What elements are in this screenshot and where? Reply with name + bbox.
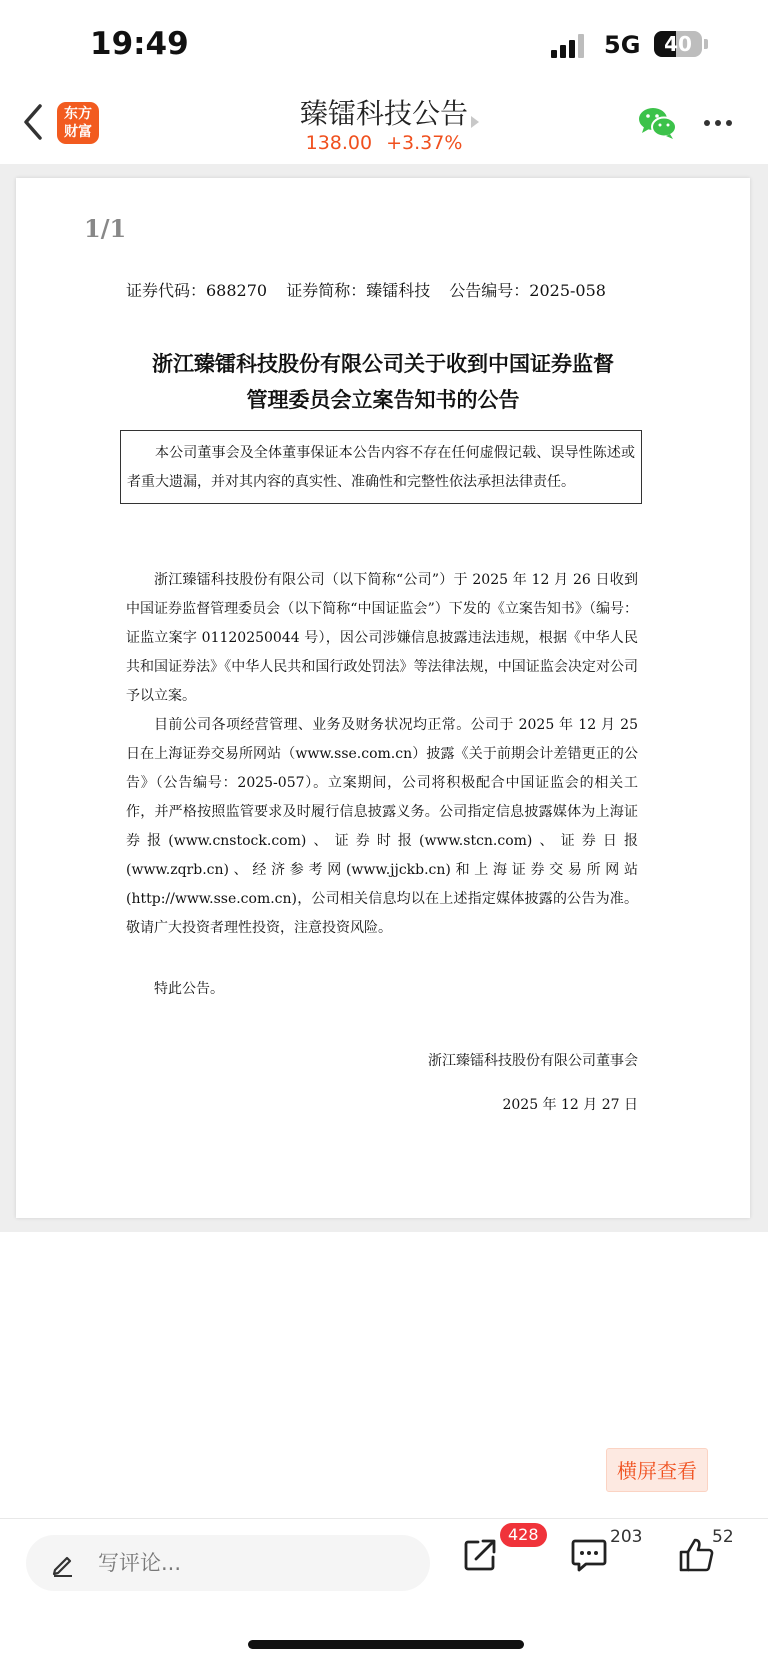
landscape-view-button[interactable]: 横屏查看 [606, 1448, 708, 1492]
app-logo: 东方 财富 [57, 102, 99, 144]
network-type: 5G [604, 31, 641, 59]
share-button[interactable] [462, 1537, 498, 1573]
like-button[interactable] [678, 1537, 716, 1573]
company-signature: 浙江臻镭科技股份有限公司董事会 [428, 1053, 638, 1069]
title-arrow-icon [471, 116, 479, 128]
battery-level: 40 [664, 32, 692, 56]
disclaimer-box: 本公司董事会及全体董事保证本公告内容不存在任何虚假记载、误导性陈述或者重大遗漏，并对其内容的真实性、准确性和完整性依法承担法律责任。 [120, 430, 642, 504]
pen-icon [50, 1551, 76, 1577]
security-code: 证券代码：688270 [126, 281, 268, 300]
paragraph-1: 浙江臻镭科技股份有限公司（以下简称“公司”）于 2025 年 12 月 26 日收到中国证券监督管理委员会（以下简称“中国证监会”）下发的《立案告知书》（编号：证监立案字 01120250044 号），因公司涉嫌信息披露违法违规，根据《中华人民共和国证券法》《中华人民共和国行政处罚法》等法律法规，中国证监会决定对公司予以立案。 [126, 572, 638, 704]
document-page [16, 178, 750, 1218]
page-indicator: 1/1 [84, 214, 127, 243]
share-icon [462, 1537, 498, 1573]
home-indicator [248, 1640, 524, 1649]
battery-tip [704, 39, 708, 49]
wechat-share-button[interactable] [638, 106, 678, 140]
comment-input[interactable] [26, 1535, 430, 1591]
comment-button[interactable] [570, 1537, 608, 1573]
stock-change: +3.37% [386, 132, 463, 154]
more-button[interactable] [704, 120, 734, 128]
nav-bar [0, 86, 768, 164]
status-bar [0, 0, 768, 86]
like-count: 52 [712, 1527, 734, 1547]
comment-placeholder: 写评论... [98, 1551, 182, 1575]
battery-icon [654, 31, 702, 57]
thumbs-up-icon [678, 1537, 716, 1573]
comment-count: 203 [610, 1527, 643, 1547]
security-short-name: 证券简称：臻镭科技 [286, 281, 431, 300]
page-title[interactable]: 臻镭科技公告 [299, 97, 468, 130]
status-time: 19:49 [90, 26, 189, 62]
notice-number: 公告编号：2025-058 [449, 281, 606, 300]
closing-text: 特此公告。 [154, 981, 224, 997]
paragraph-2: 目前公司各项经营管理、业务及财务状况均正常。公司于 2025 年 12 月 25 日在上海证券交易所网站（www.sse.com.cn）披露《关于前期会计差错更正的公告》（公告编号：2025-057）。立案期间，公司将积极配合中国证监会的相关工作，并严格按照监管要求及时履行信息披露义务。公司指定信息披露媒体为上海证券报(www.cnstock.com)、证券时报(www.stcn.com)、证券日报(www.zqrb.cn)、经济参考网(www.jjckb.cn)和上海证券交易所网站(http://www.sse.com.cn)，公司相关信息均以在上述指定媒体披露的公告为准。敬请广大投资者理性投资，注意投资风险。 [126, 717, 638, 936]
stock-price: 138.00 [305, 132, 373, 154]
announcement-body [126, 566, 638, 943]
wechat-icon [638, 106, 678, 140]
share-count-badge: 428 [500, 1523, 547, 1547]
announcement-meta [126, 278, 620, 301]
signal-icon [551, 34, 587, 58]
announcement-title: 浙江臻镭科技股份有限公司关于收到中国证券监督 管理委员会立案告知书的公告 [152, 351, 614, 412]
announcement-date: 2025 年 12 月 27 日 [502, 1097, 638, 1113]
comment-icon [570, 1537, 608, 1573]
